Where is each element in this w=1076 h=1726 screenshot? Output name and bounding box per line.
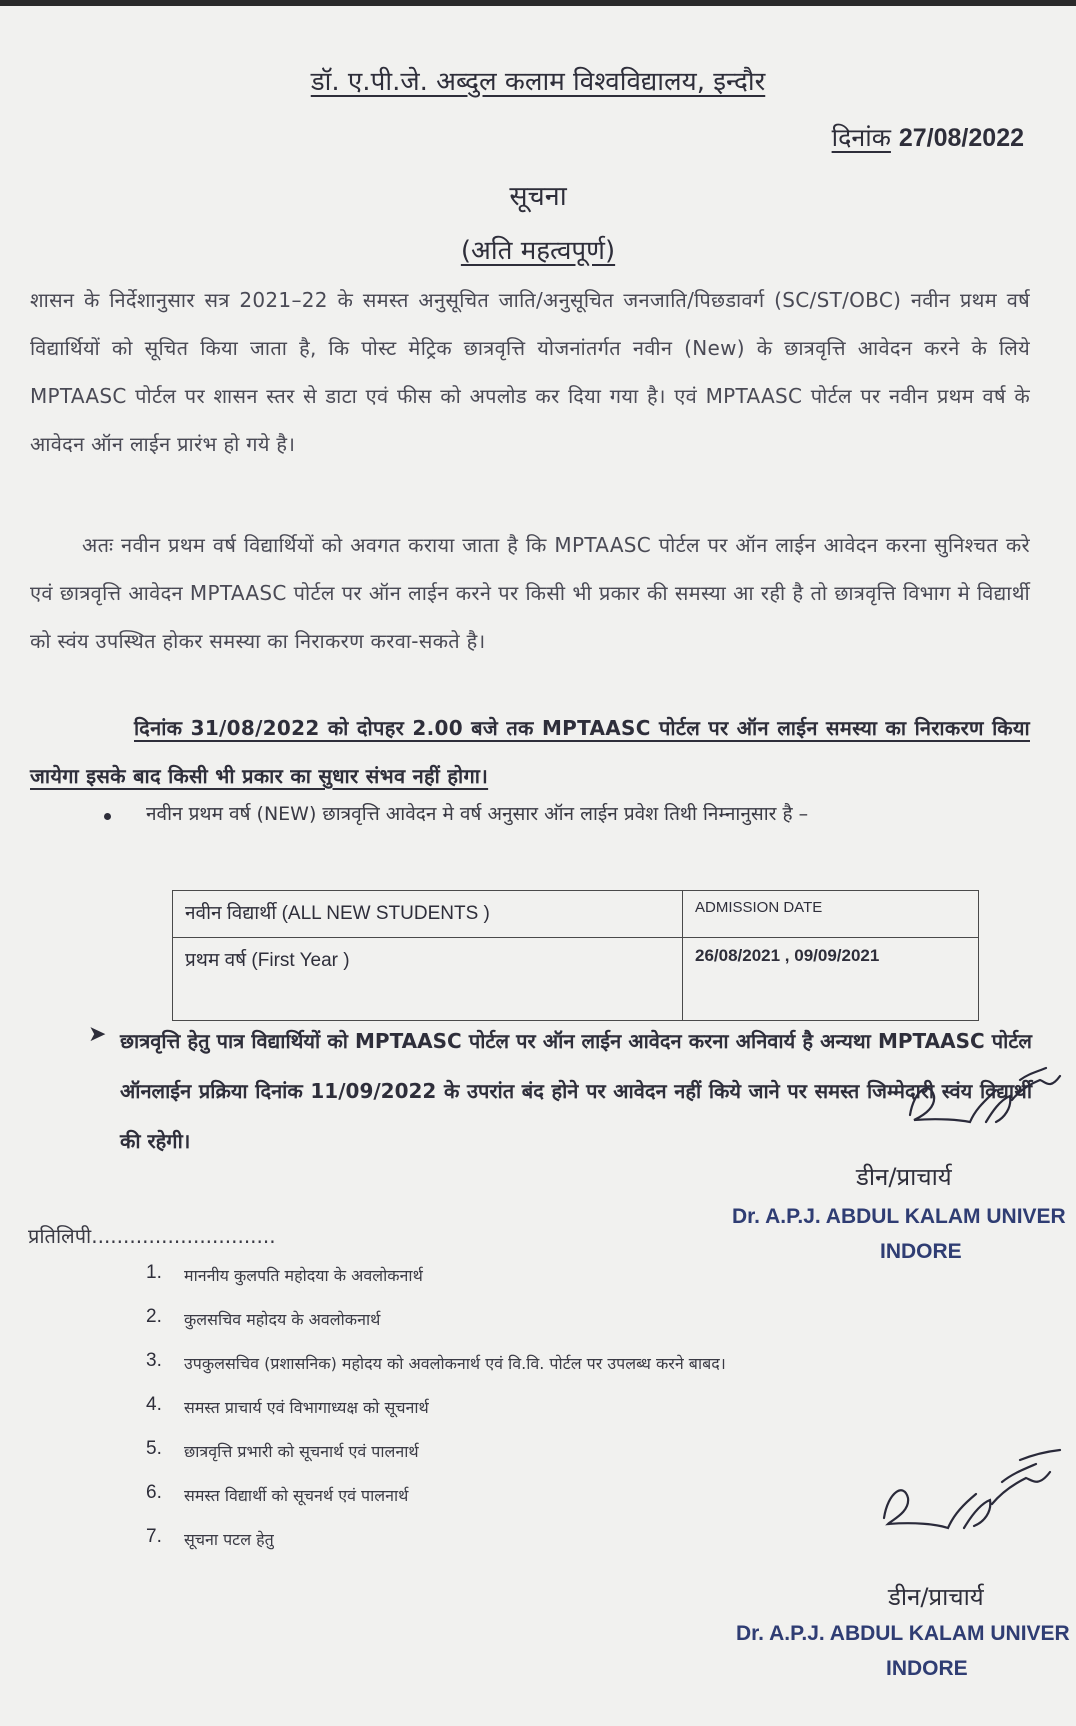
list-item [146, 1526, 726, 1570]
date-label: दिनांक [831, 123, 891, 152]
table-header-row [173, 891, 979, 938]
bullet-admission-note [102, 800, 808, 826]
signature-1 [900, 1060, 1070, 1160]
list-item [146, 1438, 726, 1482]
copy-to-list [146, 1262, 726, 1570]
list-item [146, 1350, 726, 1394]
paragraph-3-deadline: दिनांक 31/08/2022 को दोपहर 2.00 बजे तक MPTAASC पोर्टल पर ऑन लाईन समस्या का निराकरण किया जायेगा इसके बाद किसी भी प्रकार का सुधार संभव नहीं होगा। [30, 716, 1030, 788]
city-stamp-2: INDORE [886, 1657, 968, 1680]
university-stamp-2: Dr. A.P.J. ABDUL KALAM UNIVER [736, 1622, 1070, 1645]
table-header-students: नवीन विद्यार्थी (ALL NEW STUDENTS ) [173, 891, 683, 938]
list-item-number: 4. [146, 1394, 162, 1415]
table-cell-dates [683, 938, 979, 1021]
table-header-admission-date: ADMISSION DATE [683, 891, 979, 938]
notice-date [832, 120, 1024, 154]
table-cell-first-year: प्रथम वर्ष (First Year ) [173, 938, 683, 1021]
list-item-number: 6. [146, 1482, 162, 1503]
designation-1: डीन/प्राचार्य [856, 1163, 952, 1191]
university-stamp-1: Dr. A.P.J. ABDUL KALAM UNIVER [732, 1205, 1066, 1228]
list-item-text: सूचना पटल हेतु [184, 1530, 274, 1549]
list-item [146, 1482, 726, 1526]
designation-2: डीन/प्राचार्य [888, 1583, 984, 1611]
arrow-bullet-icon: ➤ [88, 1022, 107, 1047]
paragraph-2: अतः नवीन प्रथम वर्ष विद्यार्थियों को अवगत कराया जाता है कि MPTAASC पोर्टल पर ऑन लाईन आवेदन करना सुनिश्चत करे एवं छात्रवृत्ति आवेदन MPTAASC पोर्टल पर ऑन लाईन करने पर किसी भी प्रकार की समस्या आ रही है तो छात्रवृत्ति विभाग मे विद्यार्थी को स्वंय उपस्थित होकर समस्या का निराकरण करवा-सकते है। [30, 533, 1030, 653]
bullet-text: नवीन प्रथम वर्ष (NEW) छात्रवृत्ति आवेदन मे वर्ष अनुसार ऑन लाईन प्रवेश तिथी निम्नानुसार है – [146, 803, 809, 825]
notice-title: सूचना [509, 181, 567, 212]
signature-2 [870, 1448, 1070, 1568]
table-row [173, 938, 979, 1021]
admission-date-table [172, 890, 979, 1021]
list-item-text: समस्त प्राचार्य एवं विभागाध्यक्ष को सूचनार्थ [184, 1398, 429, 1417]
list-item [146, 1394, 726, 1438]
list-item-text: माननीय कुलपति महोदया के अवलोकनार्थ [184, 1266, 423, 1285]
list-item-text: कुलसचिव महोदय के अवलोकनार्थ [184, 1310, 381, 1329]
date-value: 27/08/2022 [898, 124, 1024, 152]
paragraph-1: शासन के निर्देशानुसार सत्र 2021–22 के समस्त अनुसूचित जाति/अनुसूचित जनजाति/पिछडावर्ग (SC/ST/OBC) नवीन प्रथम वर्ष विद्यार्थियों को सूचित किया जाता है, कि पोस्ट मेट्रिक छात्रवृत्ति योजनांतर्गत नवीन (New) के छात्रवृत्ति आवेदन करने के लिये MPTAASC पोर्टल पर शासन स्तर से डाटा एवं फीस को अपलोड कर दिया गया है। एवं MPTAASC पोर्टल पर नवीन प्रथम वर्ष के आवेदन ऑन लाईन प्रारंभ हो गये है। [30, 288, 1030, 456]
dates-value: 26/08/2021 , 09/09/2021 [695, 946, 880, 965]
university-title: डॉ. ए.पी.जे. अब्दुल कलाम विश्वविद्यालय, इन्दौर [310, 67, 766, 97]
top-border [0, 0, 1076, 6]
copy-to-label: प्रतिलिपी............................. [28, 1224, 276, 1248]
list-item-number: 2. [146, 1306, 162, 1327]
list-item-number: 1. [146, 1262, 162, 1283]
list-item-text: समस्त विद्यार्थी को सूचनर्थ एवं पालनार्थ [184, 1486, 409, 1505]
notice-subtitle: (अति महत्वपूर्ण) [460, 236, 616, 266]
list-item-text: उपकुलसचिव (प्रशासनिक) महोदय को अवलोकनार्थ एवं वि.वि. पोर्टल पर उपलब्ध करने बाबद। [184, 1354, 726, 1373]
list-item-number: 3. [146, 1350, 162, 1371]
list-item [146, 1262, 726, 1306]
city-stamp-1: INDORE [880, 1240, 962, 1263]
paragraph-4-mandatory: छात्रवृत्ति हेतु पात्र विद्यार्थियों को MPTAASC पोर्टल पर ऑन लाईन आवेदन करना अनिवार्य है अन्यथा MPTAASC पोर्टल ऑनलाईन प्रक्रिया दिनांक 11/09/2022 के उपरांत बंद होने पर आवेदन नहीं किये जाने पर समस्त जिम्मेदारी स्वंय विद्यार्थी की रहेगी। [120, 1029, 1032, 1153]
list-item [146, 1306, 726, 1350]
list-item-number: 5. [146, 1438, 162, 1459]
list-item-text: छात्रवृत्ति प्रभारी को सूचनार्थ एवं पालनार्थ [184, 1442, 419, 1461]
list-item-number: 7. [146, 1526, 162, 1547]
